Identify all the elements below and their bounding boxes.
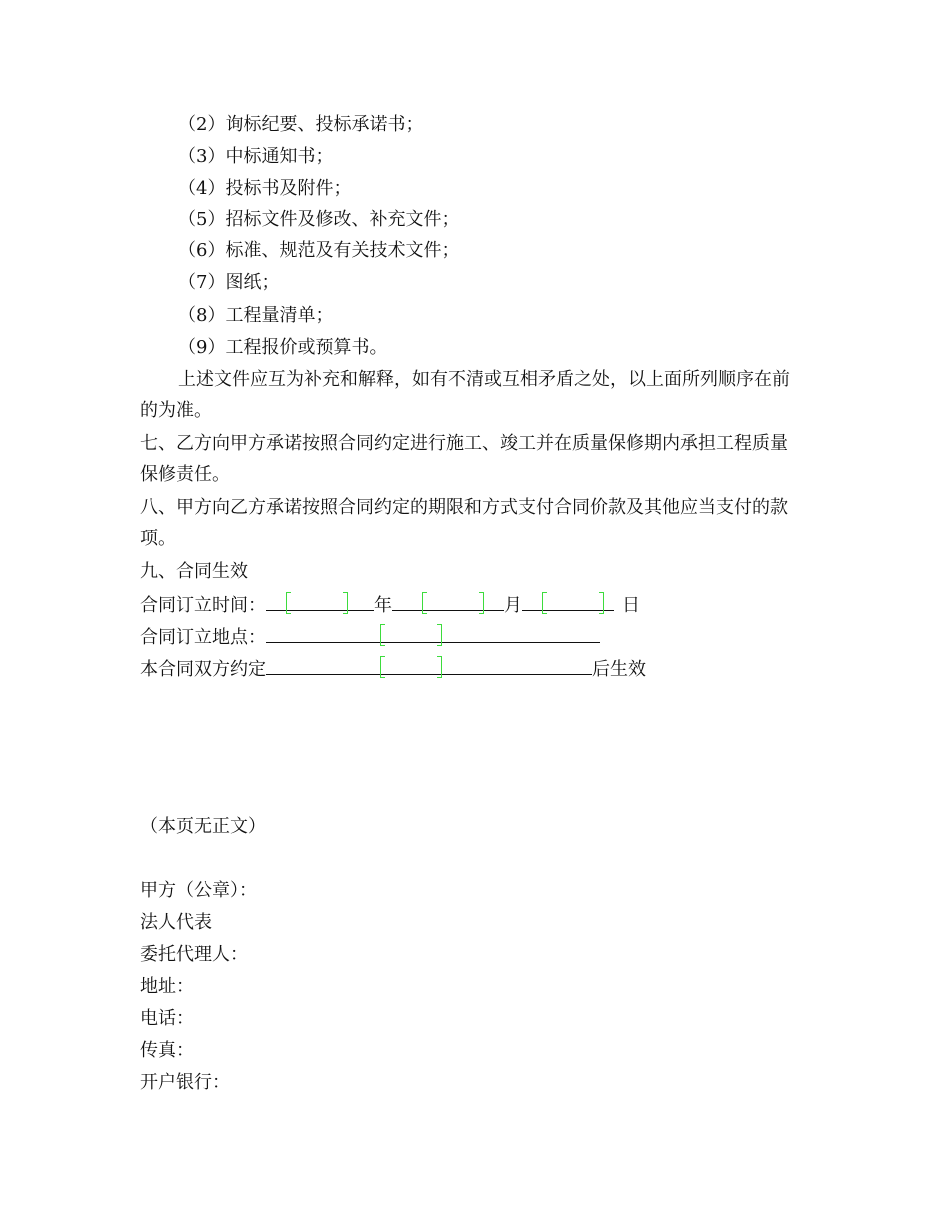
clause-8-cont: 项。 xyxy=(140,528,176,549)
party-a-address: 地址： xyxy=(140,976,194,997)
party-a-legal-rep: 法人代表 xyxy=(140,912,212,933)
month-field[interactable] xyxy=(422,590,484,611)
party-a-phone: 电话： xyxy=(140,1008,194,1029)
month-label: 月 xyxy=(504,595,522,616)
list-item: （3）中标通知书； xyxy=(178,146,334,167)
effect-suffix: 后生效 xyxy=(592,659,646,680)
clause-7-cont: 保修责任。 xyxy=(140,464,230,485)
list-item: （2）询标纪要、投标承诺书； xyxy=(178,114,424,135)
effect-condition-field[interactable] xyxy=(380,654,442,675)
year-field[interactable] xyxy=(286,590,348,611)
clause-7: 七、乙方向甲方承诺按照合同约定进行施工、竣工并在质量保修期内承担工程质量 xyxy=(140,433,788,454)
party-a-fax: 传真： xyxy=(140,1040,194,1061)
contract-date-row xyxy=(140,590,640,618)
contract-place-row xyxy=(140,622,600,650)
party-a-agent: 委托代理人： xyxy=(140,944,248,965)
list-item: （8）工程量清单； xyxy=(178,305,334,326)
no-body-note: （本页无正文） xyxy=(140,816,266,837)
contract-effect-row xyxy=(140,654,646,682)
year-label: 年 xyxy=(374,595,392,616)
day-label: 日 xyxy=(622,595,640,616)
place-field[interactable] xyxy=(380,622,442,643)
contract-date-label: 合同订立时间： xyxy=(140,595,266,616)
list-item: （7）图纸； xyxy=(178,272,280,293)
list-item: （6）标准、规范及有关技术文件； xyxy=(178,240,460,261)
precedence-paragraph-cont: 的为准。 xyxy=(140,400,212,421)
clause-8: 八、甲方向乙方承诺按照合同约定的期限和方式支付合同价款及其他应当支付的款 xyxy=(140,497,788,518)
effect-prefix: 本合同双方约定 xyxy=(140,659,266,680)
day-field[interactable] xyxy=(542,590,604,611)
party-a-bank: 开户银行： xyxy=(140,1072,230,1093)
contract-place-label: 合同订立地点： xyxy=(140,627,266,648)
party-a-seal: 甲方（公章）： xyxy=(140,880,257,901)
list-item: （4）投标书及附件； xyxy=(178,178,352,199)
list-item: （5）招标文件及修改、补充文件； xyxy=(178,209,460,230)
list-item: （9）工程报价或预算书。 xyxy=(178,337,388,358)
precedence-paragraph: 上述文件应互为补充和解释，如有不清或互相矛盾之处，以上面所列顺序在前 xyxy=(178,369,790,390)
clause-9-heading: 九、合同生效 xyxy=(140,561,248,582)
